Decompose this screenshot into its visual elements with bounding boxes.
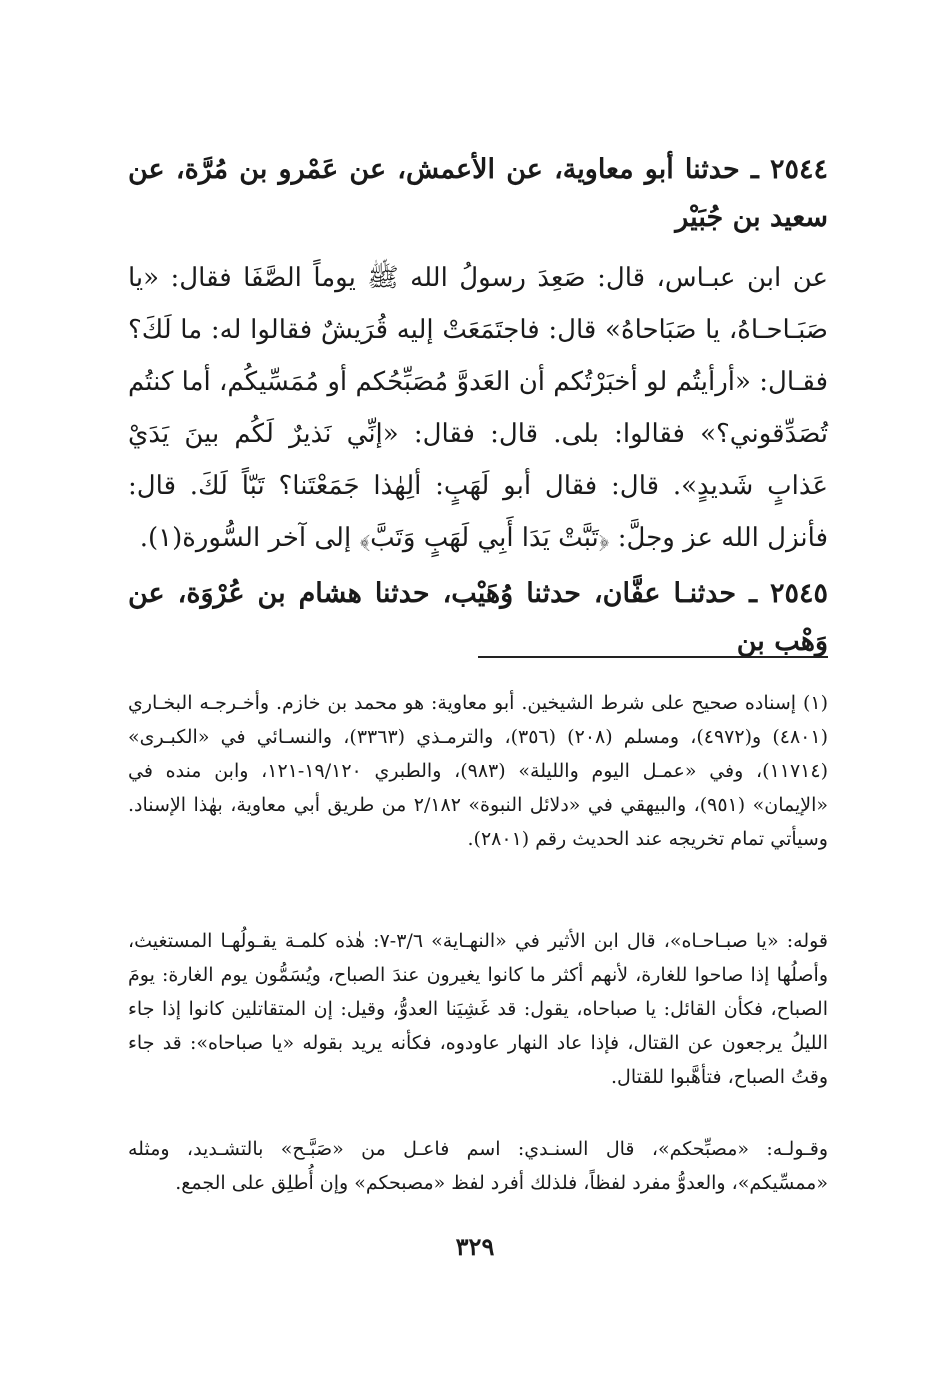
footnote-1: (١) إسناده صحيح على شرط الشيخين. أبو معاوية: هو محمد بن خازم. وأخـرجـه البخـاري (٤٨٠١) و(٤٩٧٢)، ومسلم (٢٠٨) (٣٥٦)، والترمـذي (٣٣٦٣)، والنسـائي في «الكبـرى» (١١٧١٤)، وفي «عمـل اليوم والليلة» (٩٨٣)، والطبري ١٩/١٢٠-١٢١، وابن منده في «الإيمان» (٩٥١)، والبيهقي في «دلائل النبوة» ٢/١٨٢ من طريق أبي معاوية، بهٰذا الإسناد. وسيأتي تمام تخريجه عند الحديث رقم (٢٨٠١). [128,692,829,850]
footnote-separator [478,656,828,658]
hadith-2544-header: ٢٥٤٤ ـ حدثنا أبو معاوية، عن الأعمش، عن عَمْرو بن مُرَّة، عن سعيد بن جُبَيْر [128,154,828,233]
footnote-3: وقـولـه: «مصبِّحكم»، قال السنـدي: اسم فاعـل من «صَبَّـح» بالتشـديد، ومثله «ممسِّيكم»، والعدوُّ مفرد لفظاً، فلذلك أفرد لفظ «مصبحكم» وإن أُطلِق على الجمع. [128,1138,828,1194]
page-number: ٣٢٩ [455,1232,495,1261]
hadith-2545-header: ٢٥٤٥ ـ حدثنـا عفَّان، حدثنا وُهَيْب، حدثنا هشام بن عُرْوَة، عن وَهْب بن [128,578,828,657]
hadith-2544-body: عن ابن عبـاس، قال: صَعِدَ رسولُ الله ﷺ يوماً الصَّفَا فقال: «يا صَبَـاحـاهُ، يا صَبَاحاهُ» قال: فاجتَمَعَتْ إليه قُرَيشٌ فقالوا له: ما لَكَ؟ فقـال: «أرأيتُم لو أخبَرْتُكم أن العَدوَّ مُصَبِّحُكم أو مُمَسِّيكُم، أما كنتُم تُصَدِّقوني؟» فقالوا: بلى. قال: فقال: «إنِّي نَذيرٌ لَكُم بينَ يَدَيْ عَذابٍ شَديدٍ». قال: فقال أبو لَهَبٍ: ألِهٰذا جَمَعْتَنا؟ تَبّاً لَكَ. قال: فأنزل الله عز وجلَّ: ﴿تَبَّتْ يَدَا أَبِي لَهَبٍ وَتَبَّ﴾ إلى آخر السُّورة(١). [128,263,828,553]
footnote-2: قوله: «يا صبـاحـاه»، قال ابن الأثير في «النهـاية» ٣/٦-٧: هٰذه كلمـة يقـولُهـا المستغيث، وأصلُها إذا صاحوا للغارة، لأنهم أكثر ما كانوا يغيرون عندَ الصباح، ويُسَمُّون يوم الغارة: يومَ الصباح، فكأن القائل: يا صباحاه، يقول: قد غَشِيَنا العدوُّ، وقيل: إن المتقاتلين كانوا إذا جاء الليلُ يرجعون عن القتال، فإذا عاد النهار عاودوه، فكأنه يريد بقوله «يا صباحاه»: قد جاء وقتُ الصباح، فتأهَّبوا للقتال. [128,930,829,1088]
